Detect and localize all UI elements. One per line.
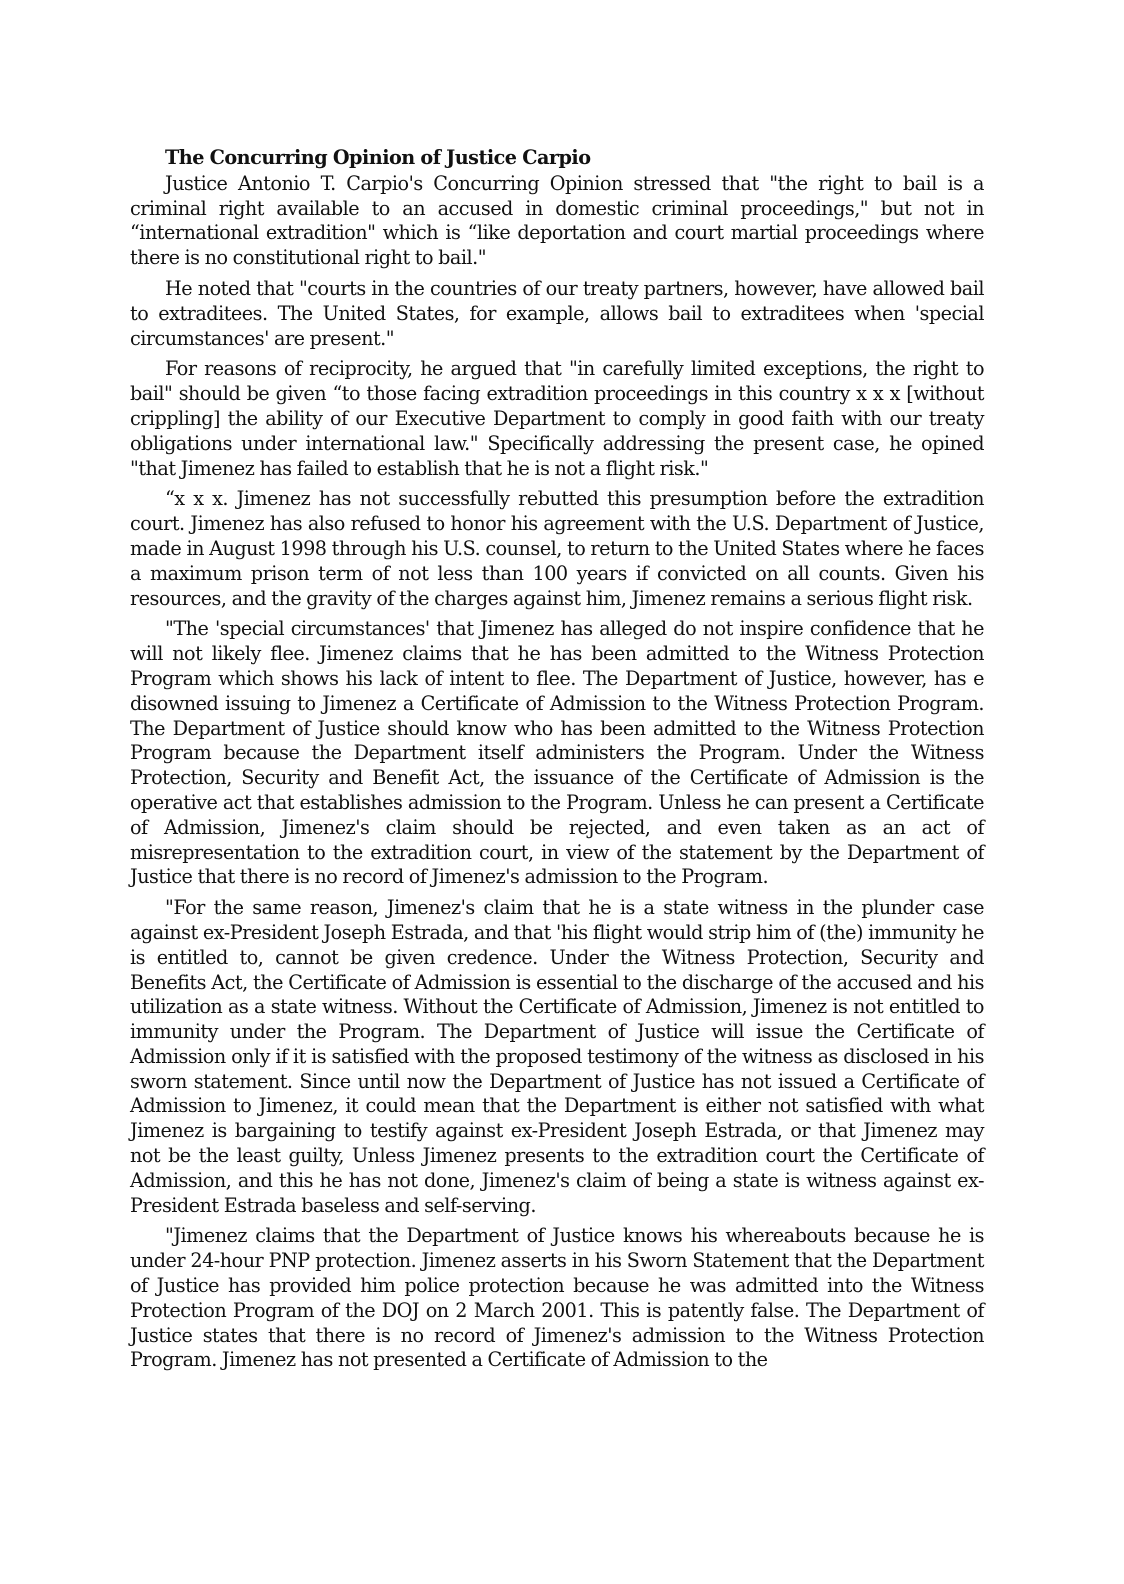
paragraph-2: He noted that "courts in the countries of our treaty partners, however, have allowed bail to extraditees. The United States, for example, allows bail to extraditees when 'special circumstances' are present.": [130, 276, 984, 350]
paragraph-3: For reasons of reciprocity, he argued that "in carefully limited exceptions, the right to bail" should be given “to those facing extradition proceedings in this country x x x [without crippling] the ability of our Executive Department to comply in good faith with our treaty obligations under international law." Specifically addressing the present case, he opined "that Jimenez has failed to establish that he is not a flight risk.": [130, 357, 984, 480]
document-page: [130, 146, 984, 1379]
paragraph-5: "The 'special circumstances' that Jimenez has alleged do not inspire confidence that he will not likely flee. Jimenez claims that he has been admitted to the Witness Protection Program which shows his lack of intent to flee. The Department of Justice, however, has e disowned issuing to Jimenez a Certificate of Admission to the Witness Protection Program. The Department of Justice should know who has been admitted to the Witness Protection Program because the Department itself administers the Program. Under the Witness Protection, Security and Benefit Act, the issuance of the Certificate of Admission is the operative act that establishes admission to the Program. Unless he can present a Certificate of Admission, Jimenez's claim should be rejected, and even taken as an act of misrepresentation to the extradition court, in view of the statement by the Department of Justice that there is no record of Jimenez's admission to the Program.: [130, 617, 984, 889]
section-heading: The Concurring Opinion of Justice Carpio: [165, 146, 591, 169]
paragraph-4: “x x x. Jimenez has not successfully rebutted this presumption before the extradition court. Jimenez has also refused to honor his agreement with the U.S. Department of Justice, made in August 1998 through his U.S. counsel, to return to the United States where he faces a maximum prison term of not less than 100 years if convicted on all counts. Given his resources, and the gravity of the charges against him, Jimenez remains a serious flight risk.: [130, 487, 984, 610]
paragraph-6: "For the same reason, Jimenez's claim that he is a state witness in the plunder case against ex-President Joseph Estrada, and that 'his flight would strip him of (the) immunity he is entitled to, cannot be given credence. Under the Witness Protection, Security and Benefits Act, the Certificate of Admission is essential to the discharge of the accused and his utilization as a state witness. Without the Certificate of Admission, Jimenez is not entitled to immunity under the Program. The Department of Justice will issue the Certificate of Admission only if it is satisfied with the proposed testimony of the witness as disclosed in his sworn statement. Since until now the Department of Justice has not issued a Certificate of Admission to Jimenez, it could mean that the Department is either not satisfied with what Jimenez is bargaining to testify against ex-President Joseph Estrada, or that Jimenez may not be the least guilty, Unless Jimenez presents to the extradition court the Certificate of Admission, and this he has not done, Jimenez's claim of being a state is witness against ex-President Estrada baseless and self-serving.: [130, 896, 984, 1217]
paragraph-1: Justice Antonio T. Carpio's Concurring Opinion stressed that "the right to bail is a criminal right available to an accused in domestic criminal proceedings," but not in “international extradition" which is “like deportation and court martial proceedings where there is no constitutional right to bail.": [130, 171, 984, 270]
paragraph-7: "Jimenez claims that the Department of Justice knows his whereabouts because he is under 24-hour PNP protection. Jimenez asserts in his Sworn Statement that the Department of Justice has provided him police protection because he was admitted into the Witness Protection Program of the DOJ on 2 March 2001. This is patently false. The Department of Justice states that there is no record of Jimenez's admission to the Witness Protection Program. Jimenez has not presented a Certificate of Admission to the: [130, 1224, 984, 1372]
